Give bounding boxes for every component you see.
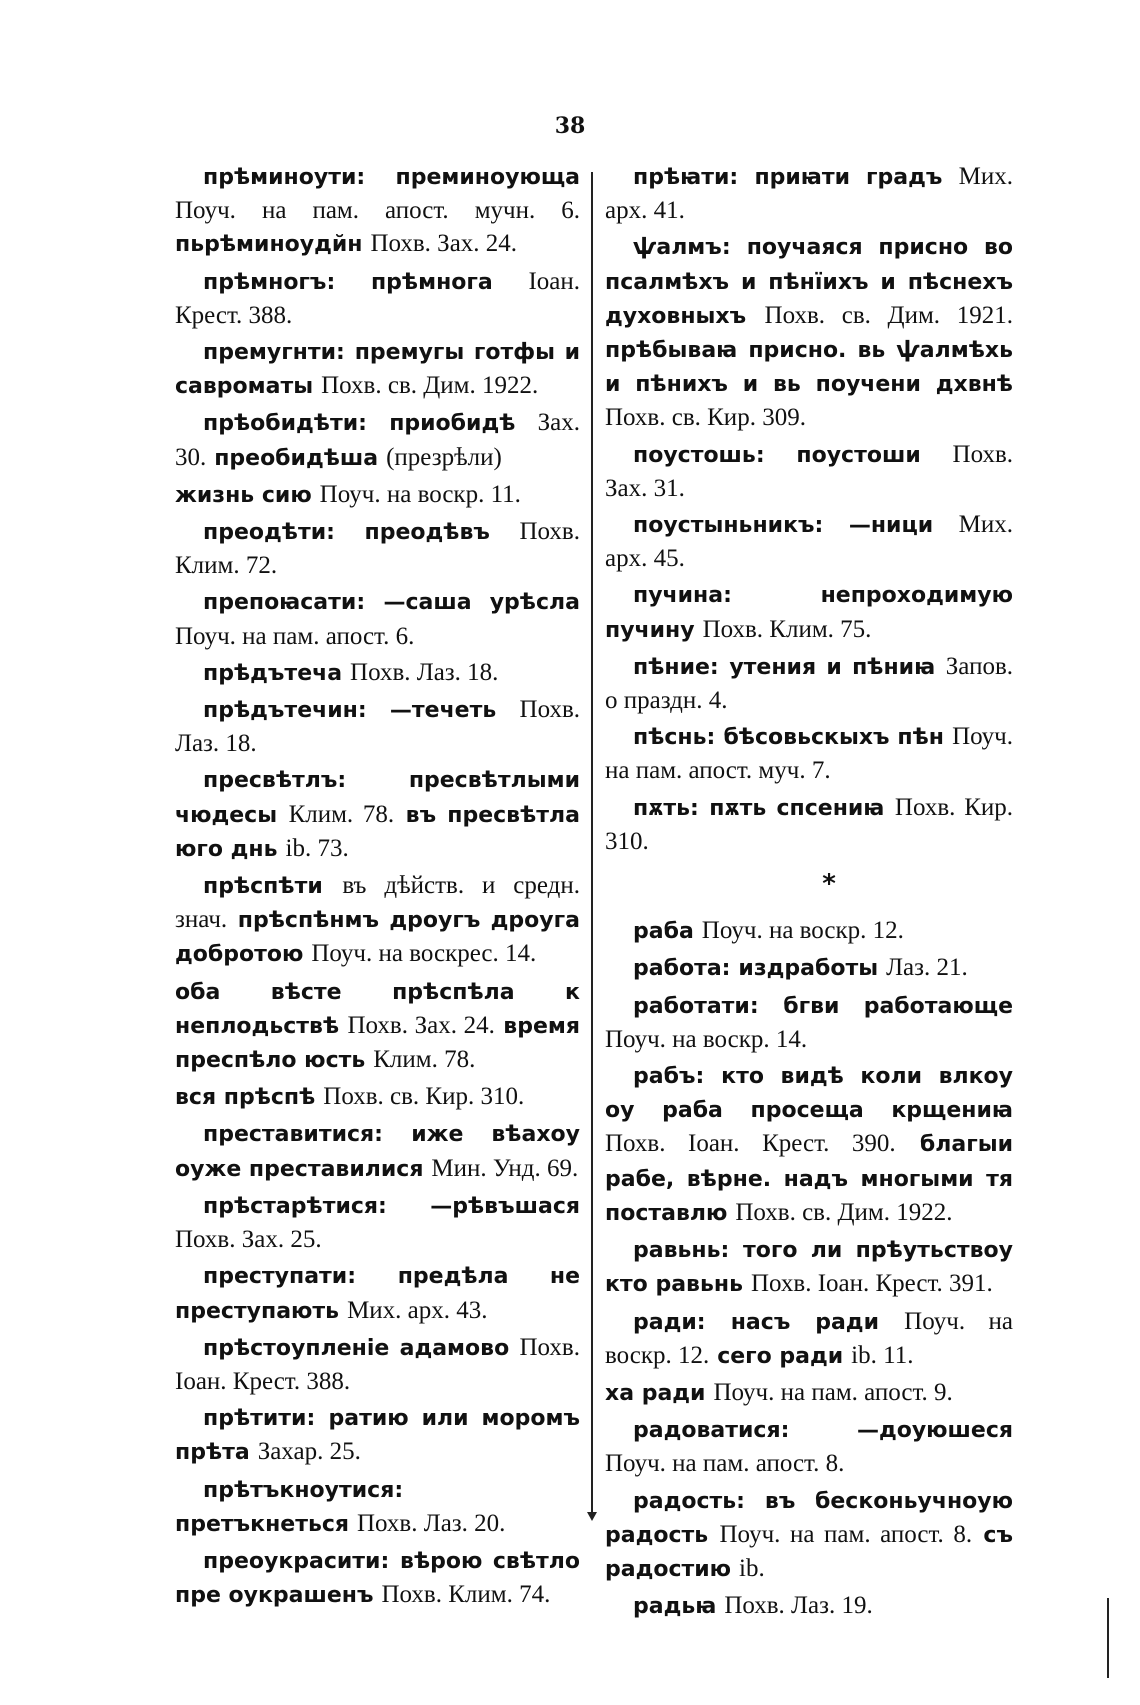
entry-headword: преоукрасити:: [203, 1548, 390, 1574]
dictionary-entry: [175, 1117, 580, 1185]
entry-example: —рѣвъшася: [430, 1193, 580, 1219]
dictionary-entry: [175, 1259, 580, 1327]
entry-example: прѣспѣнмъ дроугъ дроуга добротою: [175, 908, 580, 968]
entry-source: Мих. арх. 45.: [605, 511, 1014, 573]
entry-example: преминоующа: [395, 165, 580, 190]
dictionary-entry: [605, 1484, 1013, 1587]
dictionary-entry: [175, 265, 580, 332]
entry-headword: премугнти:: [203, 340, 345, 366]
dictionary-entry: [605, 578, 1013, 646]
entry-source: Похв. Лаз. 19.: [724, 1592, 873, 1620]
entry-source: Поуч. на воскр. 12.: [605, 1307, 1014, 1369]
dictionary-entry: [175, 1401, 580, 1469]
entry-example: —течеть: [389, 698, 497, 724]
entry-example: пресвѣтлыми чюдесы: [175, 768, 580, 828]
dictionary-entry: [175, 1189, 580, 1256]
entry-example: приобидѣ: [389, 411, 516, 437]
entry-headword: ради:: [633, 1309, 706, 1335]
dictionary-entry: [605, 438, 1013, 505]
entry-example: ратию или моромъ прѣта: [175, 1406, 580, 1466]
entry-headword: пресвѣтлъ:: [203, 768, 347, 794]
entry-source: Мин. Унд. 69.: [431, 1154, 579, 1182]
entry-source: Поуч. на воскрес. 14.: [311, 940, 537, 968]
entry-headword: преодѣти:: [203, 520, 335, 546]
dictionary-entry: [175, 693, 580, 760]
page-number: 38: [554, 113, 586, 139]
entry-headword: раба: [633, 919, 694, 945]
entry-example: —саша урѣсла: [383, 590, 580, 616]
entry-example: пьрѣминоудйн: [175, 232, 363, 258]
entry-example: въ бесконьучноую радость: [605, 1488, 1013, 1548]
entry-source: Похв. Клим. 74.: [381, 1581, 551, 1609]
entry-example: преодѣвъ: [364, 520, 490, 546]
dictionary-entry: [175, 515, 580, 582]
right-column: [605, 160, 1013, 1626]
entry-headword: радость:: [633, 1488, 745, 1514]
entry-example: —доуюшеся: [856, 1418, 1013, 1444]
entry-headword: поустыньникъ:: [633, 513, 824, 539]
dictionary-entry: [605, 508, 1013, 575]
entry-source: Похв. Іоан. Крест. 391.: [750, 1270, 993, 1298]
entry-example: оба вѣсте прѣспѣла к неплодьствѣ: [175, 979, 580, 1039]
dictionary-entry: [175, 975, 580, 1078]
dictionary-entry: [605, 160, 1013, 227]
entry-source: Захар. 25.: [257, 1438, 361, 1466]
entry-example: бгви работающе: [783, 993, 1013, 1019]
entry-source: Клим. 78.: [288, 800, 395, 828]
right-column-entries-top: [605, 160, 1013, 858]
entry-example: бѣсовьскыхъ пѣн: [723, 725, 944, 751]
entry-example: преобидѣша: [214, 445, 379, 471]
entry-source: Запов. о праздн. 4.: [605, 652, 1014, 715]
entry-source: Похв. Зах. 24.: [347, 1011, 495, 1039]
dictionary-entry: [175, 1473, 580, 1541]
entry-source: Похв. Іоан. Крест. 388.: [175, 1333, 580, 1395]
entry-source: Похв. Клим. 72.: [175, 518, 580, 580]
entry-example: издработы: [738, 956, 879, 982]
entry-source: Похв. Іоан. Крест. 390.: [605, 1130, 896, 1158]
entry-example: кто видѣ коли влкоу оу раба просеща крщениꙗ: [605, 1064, 1013, 1124]
dictionary-entry: [175, 585, 580, 652]
section-asterisk: *: [822, 869, 836, 900]
entry-source: Поуч. на воскр. 14.: [605, 1025, 808, 1053]
dictionary-entry: [605, 650, 1013, 717]
entry-headword: пучина:: [633, 583, 732, 609]
entry-source: Мих. арх. 43.: [347, 1296, 488, 1324]
entry-source: ib. 11.: [851, 1341, 914, 1369]
entry-example: насъ ради: [730, 1309, 879, 1335]
dictionary-entry: [605, 951, 1013, 985]
entry-headword: прѣтити:: [203, 1406, 316, 1432]
entry-example: ха ради: [605, 1380, 706, 1406]
entry-example: предѣла не преступають: [175, 1264, 580, 1324]
entry-source: Зах. 30.: [175, 409, 581, 471]
entry-headword: прѣдътечин:: [203, 698, 367, 724]
entry-example: жизнь сию: [175, 482, 312, 508]
dictionary-entry: [605, 1305, 1013, 1373]
entry-example: время преспѣло юсть: [175, 1013, 580, 1074]
entry-source: Поуч. на воскр. 12.: [701, 917, 904, 945]
entry-example: приꙗти градъ: [754, 165, 943, 190]
entry-source: ib.: [739, 1554, 765, 1582]
entry-source: Похв. Лаз. 18.: [350, 658, 499, 686]
dictionary-entry: [175, 335, 580, 403]
dictionary-entry: [175, 160, 580, 262]
entry-source: Похв. св. Дим. 1921.: [764, 301, 1013, 329]
entry-headword: прѣобидѣти:: [203, 411, 367, 437]
dictionary-entry: [175, 656, 580, 690]
entry-headword: поустошь:: [633, 442, 765, 468]
entry-source: въ дѣйств. и средн. знач.: [175, 872, 580, 934]
entry-source: ib. 73.: [285, 834, 349, 862]
dictionary-entry: [175, 869, 580, 972]
entry-example: претъкнеться: [175, 1511, 350, 1537]
entry-example: прѣмнога: [370, 269, 493, 295]
entry-source: Похв. Кир. 310.: [605, 793, 1014, 855]
dictionary-entry: [605, 989, 1013, 1056]
entry-headword: пѣние:: [633, 654, 719, 680]
entry-example: поучаяся присно во псалмѣхъ и пѣнїихъ и пѣснехъ духовныхъ: [605, 235, 1013, 329]
page-edge-mark: [1107, 1598, 1109, 1678]
entry-example: утения и пѣниꙗ: [729, 654, 936, 680]
entry-headword: пѫть:: [633, 795, 699, 821]
entry-source: Поуч. на воскр. 11.: [319, 480, 521, 508]
entry-headword: прѣминоути:: [203, 165, 366, 190]
entry-example: того ли прѣутьствоу кто равьнь: [605, 1238, 1013, 1298]
entry-example: прѣбываꙗ присно. вь ѱалмѣхь и пѣнихъ и вь поучени дхвнѣ: [605, 338, 1013, 398]
entry-example: адамово: [399, 1335, 510, 1361]
entry-headword: пѣснь:: [633, 725, 716, 751]
entry-headword: работа:: [633, 956, 731, 982]
entry-source: Іоан. Крест. 388.: [175, 267, 581, 329]
entry-headword: работати:: [633, 993, 759, 1019]
column-divider-end: [587, 1512, 597, 1521]
dictionary-entry: [605, 791, 1013, 858]
entry-source: Поуч. на пам. апост. муч. 7.: [605, 723, 1013, 785]
entry-source: Поуч. на пам. апост. 6.: [175, 622, 415, 650]
entry-headword: прѣстарѣтися:: [203, 1193, 387, 1219]
entry-headword: прѣтъкноутися:: [203, 1477, 404, 1503]
entry-headword: прѣстоупленіе: [203, 1335, 390, 1361]
entry-example: непроходимую пучину: [605, 583, 1013, 643]
entry-source: (презрѣли): [386, 443, 502, 471]
entry-source: Похв. св. Дим. 1922.: [321, 372, 539, 400]
entry-source: Клим. 78.: [373, 1046, 476, 1074]
entry-source: Похв. Зах. 31.: [605, 440, 1014, 502]
entry-example: премугы готфы и савроматы: [175, 340, 580, 400]
entry-headword: рабъ:: [633, 1064, 705, 1090]
entry-example: съ радостию: [605, 1522, 1013, 1582]
entry-headword: препоꙗсати:: [203, 590, 366, 616]
dictionary-entry: [175, 1544, 580, 1612]
entry-source: Лаз. 21.: [886, 954, 968, 982]
entry-source: Похв. Клим. 75.: [702, 615, 872, 643]
entry-source: Мих. арх. 41.: [605, 163, 1014, 225]
entry-headword: радьꙗ: [633, 1594, 717, 1620]
dictionary-entry: [175, 1331, 580, 1398]
entry-example: пѫть спсениꙗ: [709, 795, 885, 821]
left-column: [175, 160, 580, 1615]
dictionary-entry: [605, 1589, 1013, 1623]
entry-headword: прѣꙗти:: [633, 165, 739, 190]
right-column-entries-bottom: [605, 914, 1013, 1623]
entry-example: поустоши: [796, 442, 921, 468]
entry-source: Похв. св. Кир. 310.: [323, 1083, 525, 1111]
entry-example: вся прѣспѣ: [175, 1085, 316, 1111]
entry-example: —ници: [848, 513, 934, 539]
dictionary-entry: [605, 914, 1013, 948]
entry-headword: преступати:: [203, 1264, 357, 1290]
dictionary-entry: [605, 1376, 1013, 1410]
entry-headword: прѣдътеча: [203, 660, 343, 686]
entry-headword: радоватися:: [633, 1418, 790, 1444]
dictionary-entry: [605, 1233, 1013, 1301]
entry-source: Похв. Лаз. 18.: [175, 696, 581, 758]
dictionary-entry: [175, 406, 580, 474]
entry-source: Похв. Лаз. 20.: [357, 1509, 506, 1537]
entry-source: Поуч. на пам. апост. 8.: [605, 1450, 845, 1478]
entry-source: Поуч. на пам. апост. 8.: [719, 1520, 973, 1548]
dictionary-entry: [605, 1059, 1013, 1230]
entry-headword: преставитися:: [203, 1122, 383, 1148]
entry-headword: прѣспѣти: [203, 874, 323, 900]
entry-example: сего ради: [717, 1343, 844, 1369]
dictionary-entry: [605, 230, 1013, 434]
column-divider: [591, 172, 593, 1517]
entry-example: въ пресвѣтла юго днь: [175, 802, 580, 862]
dictionary-entry: [605, 1413, 1013, 1480]
entry-example: благыи рабе, вѣрне. надъ многыми тя поставлю: [605, 1132, 1014, 1226]
entry-source: Поуч. на пам. апост. мучн. 6.: [175, 197, 580, 225]
entry-source: Поуч. на пам. апост. 9.: [713, 1378, 953, 1406]
dictionary-entry: [175, 478, 580, 512]
entry-source: Похв. Зах. 24.: [370, 230, 518, 258]
entry-headword: прѣмногъ:: [203, 269, 336, 295]
entry-source: Похв. св. Кир. 309.: [605, 404, 806, 432]
entry-source: Похв. Зах. 25.: [175, 1226, 322, 1254]
entry-example: иже вѣахоу оуже преставилися: [175, 1122, 580, 1182]
dictionary-entry: [605, 720, 1013, 787]
entry-source: Похв. св. Дим. 1922.: [735, 1198, 953, 1226]
entry-headword: ѱалмъ:: [633, 235, 731, 261]
dictionary-entry: [175, 1080, 580, 1114]
entry-example: вѣрою свѣтло пре оукрашенъ: [175, 1548, 581, 1609]
entry-headword: равьнь:: [633, 1238, 730, 1264]
dictionary-entry: [175, 763, 580, 866]
